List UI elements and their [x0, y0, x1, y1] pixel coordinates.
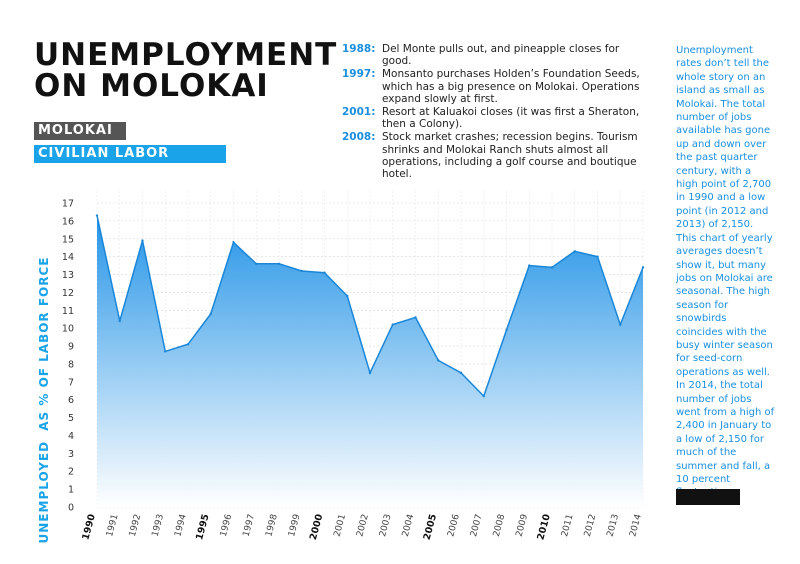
data-point-2007	[483, 395, 485, 397]
y-tick-label: 5	[67, 413, 74, 425]
chart-title: UNEMPLOYMENT ON MOLOKAI	[34, 37, 338, 104]
data-point-1999	[301, 270, 303, 272]
y-tick-label: 8	[67, 359, 74, 371]
y-tick-label: 12	[61, 287, 74, 299]
y-tick-label: 15	[61, 234, 74, 246]
data-point-2003	[392, 323, 394, 325]
y-axis-label	[37, 257, 51, 544]
y-axis-label-highlight: UNEMPLOYED	[37, 440, 51, 544]
timeline-text: Resort at Kaluakoi closes (it was first a Sheraton, then a Colony).	[382, 106, 640, 131]
data-point-1990	[96, 214, 98, 216]
data-point-2008	[505, 329, 507, 331]
x-tick-label: 2000	[307, 512, 326, 542]
y-tick-label: 2	[67, 466, 74, 478]
x-tick-label: 2010	[535, 512, 553, 542]
y-axis-ticks	[62, 199, 74, 514]
y-tick-label: 0	[67, 502, 74, 514]
timeline-text: Stock market crashes; recession begins. Tourism shrinks and Molokai Ranch shuts almost all operations, including a golf course and boutique hotel.	[382, 131, 638, 181]
x-tick-label: 1992	[127, 513, 144, 538]
data-point-1998	[278, 263, 280, 265]
data-point-2005	[437, 359, 439, 361]
y-tick-label: 3	[67, 448, 74, 460]
data-point-2002	[369, 372, 371, 374]
data-point-2000	[323, 272, 325, 274]
data-point-2010	[551, 266, 553, 268]
x-tick-label: 1990	[80, 512, 98, 542]
x-tick-label: 2012	[582, 513, 599, 538]
x-axis-ticks	[80, 513, 644, 542]
data-point-2011	[574, 250, 576, 252]
y-tick-label: 16	[61, 216, 74, 228]
x-tick-label: 1997	[241, 513, 258, 538]
sidebar-note: Unemployment rates don’t tell the whole story on an island as small as Molokai. The total number of jobs available has gone up and down over the past quarter century, with a high point of 2,700 in 1990 and a low point (in 2012 and 2013) of 2,150. This chart of yearly averages doesn’t show it, but many jobs on Molokai are seasonal. The high season for snowbirds coincides with the busy winter season for seed-corn operations as well. In 2014, the total number of jobs went from a high of 2,400 in January to a low of 2,150 for much of the summer and fall, a 10 percent	[676, 45, 775, 485]
data-point-2009	[528, 264, 530, 266]
timeline-text: Del Monte pulls out, and pineapple closes for good.	[382, 43, 620, 68]
data-point-1994	[187, 343, 189, 345]
x-tick-label: 2011	[560, 513, 576, 538]
location-label: MOLOKAI	[34, 122, 126, 140]
data-point-1992	[141, 239, 143, 241]
x-tick-label: 2004	[400, 513, 417, 538]
y-tick-label: 4	[67, 430, 74, 442]
x-tick-label: 1996	[218, 513, 235, 538]
data-point-1996	[232, 241, 234, 243]
timeline-year: 2008:	[342, 131, 376, 144]
y-tick-label: 1	[67, 484, 74, 496]
data-point-1993	[164, 350, 166, 352]
x-tick-label: 2013	[605, 513, 622, 538]
x-tick-label: 2002	[355, 513, 371, 538]
x-tick-label: 2006	[446, 513, 462, 538]
x-tick-label: 1991	[105, 513, 121, 538]
x-tick-label: 2009	[514, 513, 531, 538]
series-label: CIVILIAN LABOR FORCE	[34, 145, 226, 163]
timeline-year: 1988:	[342, 43, 376, 55]
data-point-1991	[119, 320, 121, 322]
x-tick-label: 2001	[332, 513, 349, 538]
data-point-2006	[460, 372, 462, 374]
x-tick-label: 1994	[173, 513, 189, 538]
y-tick-label: 6	[67, 395, 74, 407]
x-tick-label: 2003	[378, 513, 394, 538]
x-tick-label: 1995	[194, 512, 212, 542]
timeline-text: Monsanto purchases Holden’s Foundation Seeds, which has a big presence on Molokai. Operations expand slowly at first.	[382, 68, 640, 105]
y-tick-label: 14	[61, 252, 74, 264]
data-point-2013	[619, 323, 621, 325]
x-tick-label: 1999	[287, 513, 303, 538]
y-tick-label: 11	[61, 305, 74, 317]
x-tick-label: 1998	[264, 513, 280, 538]
y-tick-label: 17	[61, 198, 74, 210]
data-point-2014	[642, 266, 644, 268]
y-axis-label-rest: AS % OF LABOR FORCE	[37, 256, 51, 431]
y-tick-label: 13	[61, 270, 74, 282]
x-tick-label: 2014	[628, 513, 644, 538]
data-point-1995	[210, 313, 212, 315]
x-tick-label: 2007	[469, 513, 485, 538]
x-tick-label: 2008	[491, 513, 508, 538]
data-point-2004	[414, 316, 416, 318]
timeline-year: 1997:	[342, 68, 376, 81]
y-tick-label: 9	[67, 341, 74, 353]
data-point-2012	[596, 255, 598, 257]
data-point-1997	[255, 263, 257, 265]
x-tick-label: 1993	[150, 513, 167, 538]
x-tick-label: 2005	[421, 512, 440, 542]
timeline-year: 2001:	[342, 106, 376, 119]
y-tick-label: 10	[61, 323, 74, 335]
y-tick-label: 7	[67, 377, 74, 389]
data-point-2001	[346, 295, 348, 297]
